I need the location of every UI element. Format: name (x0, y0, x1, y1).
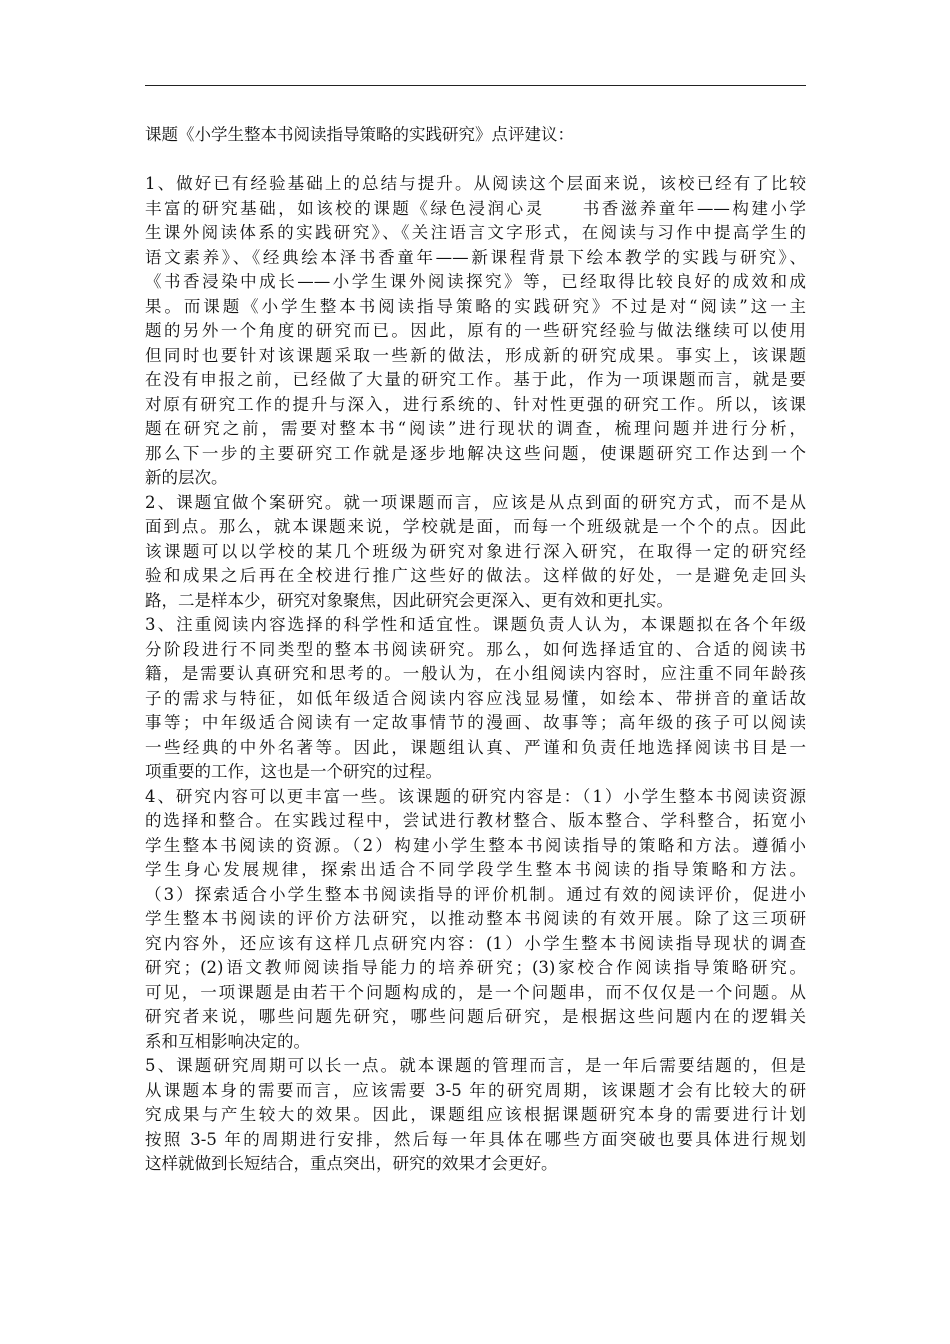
paragraph-line: 2、课题宜做个案研究。就一项课题而言，应该是从点到面的研究方式，而不是从 (145, 492, 806, 512)
document-title: 课题《小学生整本书阅读指导策略的实践研究》点评建议： (145, 125, 574, 144)
paragraph-line: 新的层次。 (145, 468, 228, 487)
paragraph-line: 究成果与产生较大的效果。因此，课题组应该根据课题研究本身的需要进行计划 (145, 1105, 806, 1124)
paragraph-line: 子的需求与特征，如低年级适合阅读内容应浅显易懂，如绘本、带拼音的童话故 (145, 688, 806, 708)
paragraph-line: 但同时也要针对该课题采取一些新的做法，形成新的研究成果。事实上，该课题 (145, 345, 806, 365)
paragraph-line: 籍，是需要认真研究和思考的。一般认为，在小组阅读内容时，应注重不同年龄孩 (145, 664, 806, 683)
paragraph-line: 语文素养》、《经典绘本泽书香童年——新课程背景下绘本教学的实践与研究》、 (145, 247, 806, 267)
paragraph-5 (145, 1054, 806, 1177)
paragraph-line: 丰富的研究基础，如该校的课题《绿色浸润心灵 书香滋养童年——构建小学 (145, 198, 806, 218)
paragraph-3 (145, 613, 806, 785)
paragraph-line: 验和成果之后再在全校进行推广这些好的做法。这样做的好处，一是避免走回头 (145, 566, 806, 585)
paragraph-line: 的选择和整合。在实践过程中，尝试进行教材整合、版本整合、学科整合，拓宽小 (145, 811, 806, 830)
document-body (145, 123, 806, 1177)
paragraph-line: 在没有申报之前，已经做了大量的研究工作。基于此，作为一项课题而言，就是要 (145, 370, 806, 389)
paragraph-1 (145, 172, 806, 491)
paragraph-line: 《书香浸染中成长——小学生课外阅读探究》等，已经取得比较良好的成效和成 (145, 272, 806, 291)
paragraph-line: 学生整本书阅读的评价方法研究，以推动整本书阅读的有效开展。除了这三项研 (145, 909, 806, 928)
paragraph-line: 路，二是样本少，研究对象聚焦，因此研究会更深入、更有效和更扎实。 (145, 590, 673, 610)
paragraph-line: 5、课题研究周期可以长一点。就本课题的管理而言，是一年后需要结题的，但是 (145, 1056, 806, 1075)
paragraph-line: 这样就做到长短结合，重点突出，研究的效果才会更好。 (145, 1154, 558, 1173)
paragraph-line: 研究者来说，哪些问题先研究，哪些问题后研究，是根据这些问题内在的逻辑关 (145, 1007, 806, 1026)
paragraph-line: 题在研究之前，需要对整本书“阅读”进行现状的调查，梳理问题并进行分析， (145, 419, 806, 438)
paragraph-line: 按照 3-5 年的周期进行安排，然后每一年具体在哪些方面突破也要具体进行规划 (145, 1129, 806, 1149)
paragraph-line: 果。而课题《小学生整本书阅读指导策略的实践研究》不过是对“阅读”这一主 (145, 296, 806, 316)
header-rule (145, 85, 806, 86)
paragraph-line: 可见，一项课题是由若干个问题构成的，是一个问题串，而不仅仅是一个问题。从 (145, 982, 806, 1002)
paragraph-line: 一些经典的中外名著等。因此，课题组认真、严谨和负责任地选择阅读书目是一 (145, 737, 806, 757)
paragraph-line: 该课题可以以学校的某几个班级为研究对象进行深入研究，在取得一定的研究经 (145, 541, 806, 561)
blank-line (145, 148, 806, 173)
paragraph-line: 3、注重阅读内容选择的科学性和适宜性。课题负责人认为，本课题拟在各个年级 (145, 615, 806, 634)
paragraph-line: 事等；中年级适合阅读有一定故事情节的漫画、故事等；高年级的孩子可以阅读 (145, 713, 806, 732)
paragraph-line: 生课外阅读体系的实践研究》、《关注语言文字形式，在阅读与习作中提高学生的 (145, 223, 806, 242)
paragraph-line: 那么下一步的主要研究工作就是逐步地解决这些问题，使课题研究工作达到一个 (145, 443, 806, 463)
paragraph-line: 项重要的工作，这也是一个研究的过程。 (145, 762, 442, 781)
paragraph-line: 系和互相影响决定的。 (145, 1031, 310, 1051)
paragraph-line: 4、研究内容可以更丰富一些。该课题的研究内容是：（1）小学生整本书阅读资源 (145, 786, 806, 806)
paragraph-line: 1、做好已有经验基础上的总结与提升。从阅读这个层面来说，该校已经有了比较 (145, 174, 806, 193)
paragraph-2 (145, 491, 806, 614)
paragraph-line: 对原有研究工作的提升与深入，进行系统的、针对性更强的研究工作。所以，该课 (145, 394, 806, 414)
paragraph-line: 学生整本书阅读的资源。（2）构建小学生整本书阅读指导的策略和方法。遵循小 (145, 835, 806, 855)
paragraph-line: 研究；(2)语文教师阅读指导能力的培养研究；(3)家校合作阅读指导策略研究。 (145, 958, 806, 977)
paragraph-line: 题的另外一个角度的研究而已。因此，原有的一些研究经验与做法继续可以使用 (145, 321, 806, 340)
paragraph-line: 究内容外，还应该有这样几点研究内容：(1）小学生整本书阅读指导现状的调查 (145, 933, 806, 953)
paragraph-4 (145, 785, 806, 1055)
paragraph-line: 面到点。那么，就本课题来说，学校就是面，而每一个班级就是一个个的点。因此 (145, 517, 806, 536)
paragraph-line: （3）探索适合小学生整本书阅读指导的评价机制。通过有效的阅读评价，促进小 (145, 884, 806, 904)
paragraph-line: 分阶段进行不同类型的整本书阅读研究。那么，如何选择适宜的、合适的阅读书 (145, 639, 806, 659)
paragraph-line: 从课题本身的需要而言，应该需要 3-5 年的研究周期，该课题才会有比较大的研 (145, 1080, 806, 1100)
paragraph-line: 学生身心发展规律，探索出适合不同学段学生整本书阅读的指导策略和方法。 (145, 860, 806, 879)
